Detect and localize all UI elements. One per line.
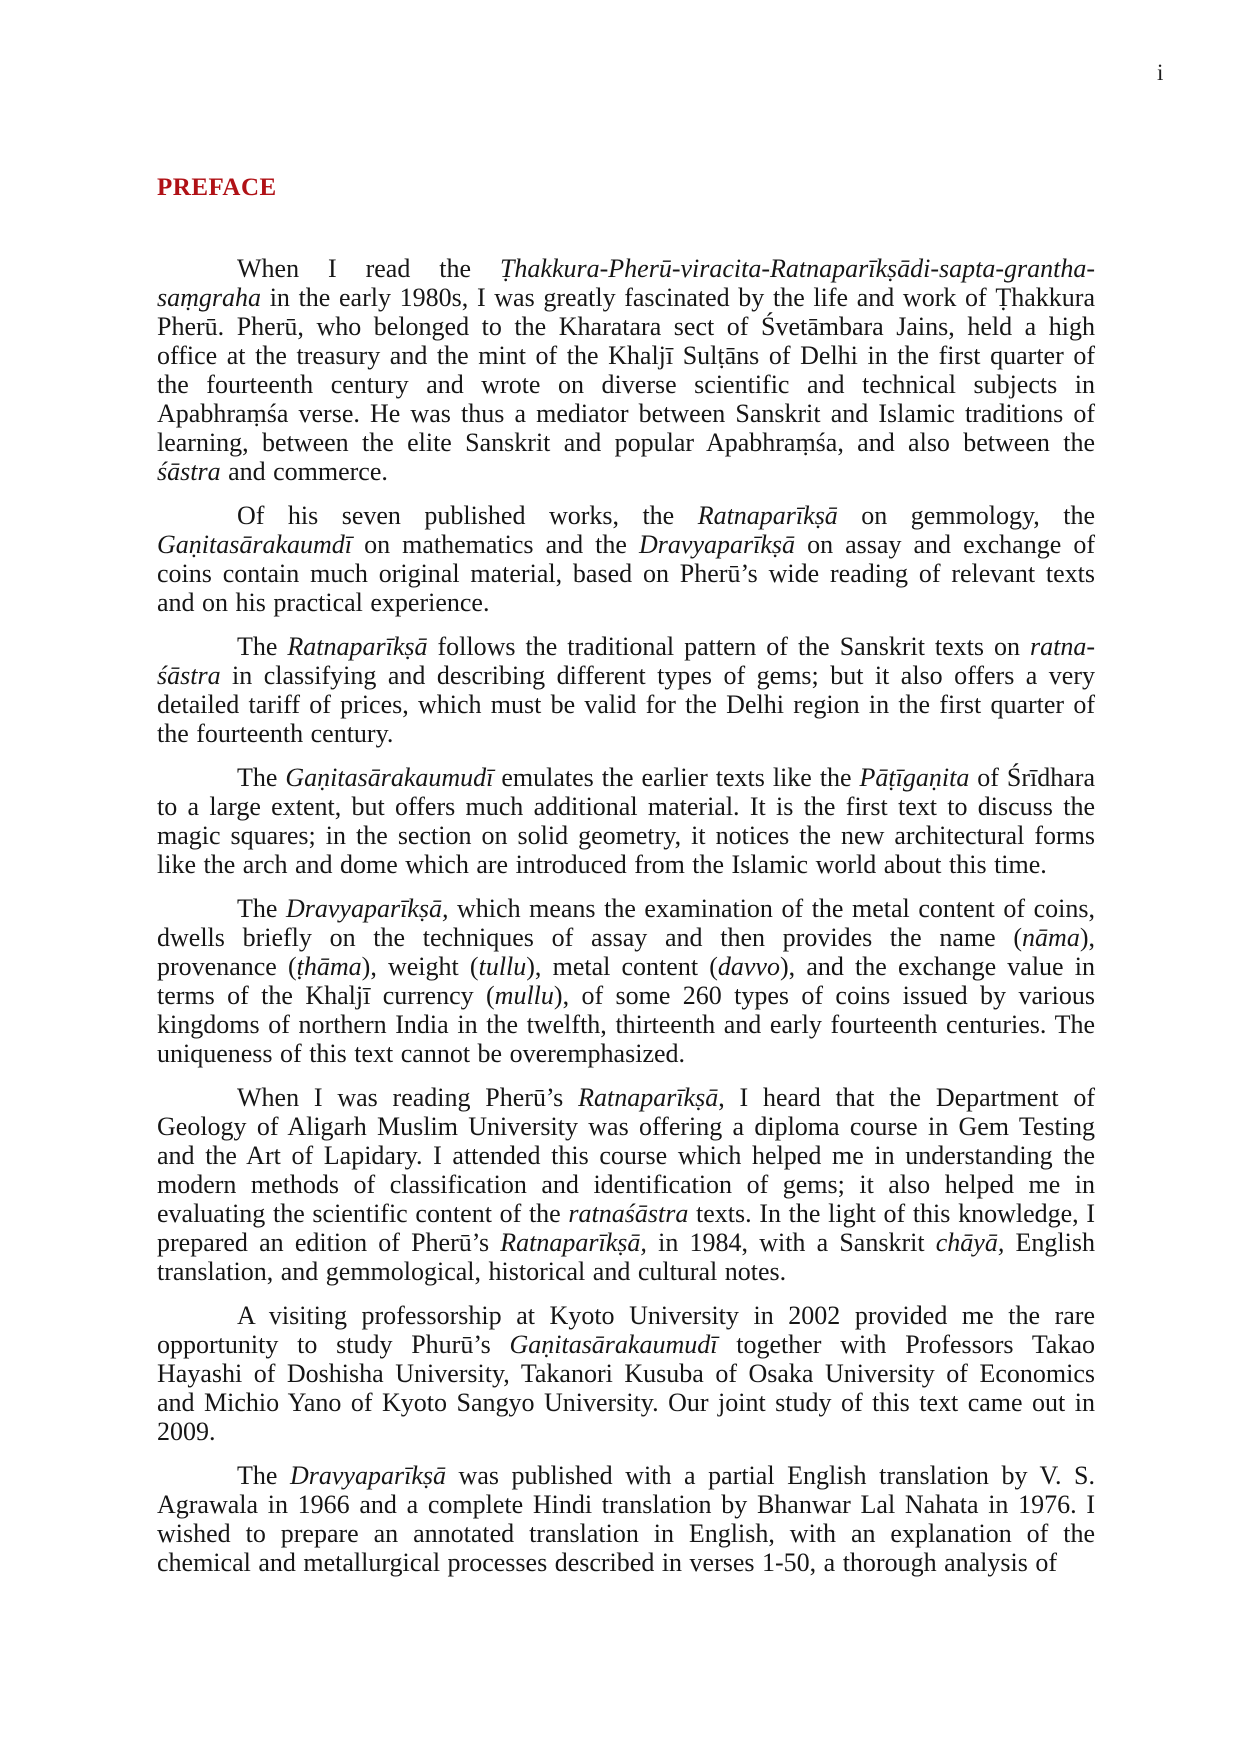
- text-run: English translation, and gemmological, historical and cultural notes.: [157, 1228, 1095, 1286]
- text-run: on mathematics and the: [352, 530, 640, 559]
- italic-text-run: ratna-śāstra: [157, 632, 1096, 690]
- text-run: The: [237, 763, 286, 792]
- text-run: When I read the: [237, 254, 500, 283]
- italic-text-run: Ratnaparīkṣā: [578, 1083, 719, 1112]
- text-run: ), metal content (: [526, 952, 718, 981]
- paragraph: [157, 763, 1095, 879]
- text-run: When I was reading Pherū’s: [237, 1083, 579, 1112]
- text-run: ), and the exchange value in terms of the Khaljī currency (: [157, 952, 1095, 1010]
- paragraph: [157, 254, 1095, 486]
- text-run: texts. In the light of this knowledge, I prepared an edition of Pherū’s: [157, 1199, 1095, 1257]
- italic-text-run: Gaṇitasārakaumdī: [157, 530, 352, 559]
- text-run: The: [237, 894, 286, 923]
- text-run: ), of some 260 types of coins issued by various kingdoms of northern India in the twelfth, thirteenth and early fourteenth centuries. The uniqueness of this text cannot be overemphasized.: [157, 981, 1095, 1068]
- paragraph: [157, 501, 1095, 617]
- italic-text-run: Ratnaparīkṣā: [697, 501, 838, 530]
- preface-body: [157, 254, 1095, 1577]
- text-run: on assay and exchange of coins contain much original material, based on Pherū’s wide reading of relevant texts and on his practical experience.: [157, 530, 1095, 617]
- paragraph: [157, 1083, 1095, 1286]
- text-run: The: [237, 1461, 290, 1490]
- text-run: in classifying and describing different types of gems; but it also offers a very detailed tariff of prices, which must be valid for the Delhi region in the first quarter of the fourteenth century.: [157, 661, 1095, 748]
- italic-text-run: Ṭhakkura-Pherū-viracita-Ratnaparīkṣādi-sapta-grantha-saṃgraha: [157, 254, 1095, 312]
- text-run: , I heard that the Department of Geology of Aligarh Muslim University was offering a diploma course in Gem Testing and the Art of Lapidary. I attended this course which helped me in understanding the modern methods of classification and identification of gems; it also helped me in evaluating the scientific content of the: [157, 1083, 1096, 1228]
- italic-text-run: nāma: [1022, 923, 1080, 952]
- page-number: i: [1157, 60, 1164, 85]
- text-run: which means the examination of the metal content of coins, dwells briefly on the techniques of assay and then provides the name (: [157, 894, 1096, 952]
- italic-text-run: śāstra: [157, 457, 221, 486]
- text-run: A visiting professorship at Kyoto University in 2002 provided me the rare opportunity to study Phurū’s: [157, 1301, 1095, 1359]
- text-run: together with Professors Takao Hayashi of Doshisha University, Takanori Kusuba of Osaka University of Economics and Michio Yano of Kyoto Sangyo University. Our joint study of this text came out in 2009.: [157, 1330, 1095, 1446]
- italic-text-run: Dravyaparīkṣā,: [285, 894, 449, 923]
- italic-text-run: tullu: [478, 952, 527, 981]
- italic-text-run: davvo: [717, 952, 780, 981]
- italic-text-run: Dravyaparīkṣā: [639, 530, 795, 559]
- italic-text-run: Gaṇitasārakaumudī: [509, 1330, 718, 1359]
- text-run: ), weight (: [361, 952, 479, 981]
- italic-text-run: Pāṭīgaṇita: [859, 763, 970, 792]
- preface-heading: PREFACE: [157, 174, 277, 201]
- paragraph: [157, 1301, 1095, 1446]
- italic-text-run: mullu: [494, 981, 554, 1010]
- text-run: Of his seven published works, the: [237, 501, 698, 530]
- text-run: The: [237, 632, 288, 661]
- paragraph: [157, 1461, 1095, 1577]
- paragraph: [157, 632, 1095, 748]
- italic-text-run: ṭhāma: [296, 952, 362, 981]
- italic-text-run: Ratnaparīkṣā: [287, 632, 428, 661]
- text-run: ), provenance (: [157, 923, 1095, 981]
- paragraph: [157, 894, 1095, 1068]
- italic-text-run: ratnaśāstra: [568, 1199, 689, 1228]
- italic-text-run: Ratnaparīkṣā,: [500, 1228, 647, 1257]
- italic-text-run: Gaṇitasārakaumudī: [285, 763, 494, 792]
- italic-text-run: chāyā,: [935, 1228, 1005, 1257]
- text-run: was published with a partial English translation by V. S. Agrawala in 1966 and a complete Hindi translation by Bhanwar Lal Nahata in 1976. I wished to prepare an annotated translation in English, with an explanation of the chemical and metallurgical processes described in verses 1-50, a thorough analysis of: [157, 1461, 1096, 1577]
- text-run: emulates the earlier texts like the: [493, 763, 860, 792]
- text-run: follows the traditional pattern of the Sanskrit texts on: [427, 632, 1031, 661]
- text-run: in the early 1980s, I was greatly fascinated by the life and work of Ṭhakkura Pherū. Pherū, who belonged to the Kharatara sect of Śvetāmbara Jains, held a high office at the treasury and the mint of the Khaljī Sulṭāns of Delhi in the first quarter of the fourteenth century and wrote on diverse scientific and technical subjects in Apabhraṃśa verse. He was thus a mediator between Sanskrit and Islamic traditions of learning, between the elite Sanskrit and popular Apabhraṃśa, and also between the: [157, 283, 1095, 457]
- text-run: on gemmology, the: [837, 501, 1095, 530]
- italic-text-run: Dravyaparīkṣā: [290, 1461, 446, 1490]
- text-run: and commerce.: [220, 457, 388, 486]
- text-run: of Śrīdhara to a large extent, but offers much additional material. It is the first text to discuss the magic squares; in the section on solid geometry, it notices the new architectural forms like the arch and dome which are introduced from the Islamic world about this time.: [157, 763, 1095, 879]
- text-run: in 1984, with a Sanskrit: [646, 1228, 936, 1257]
